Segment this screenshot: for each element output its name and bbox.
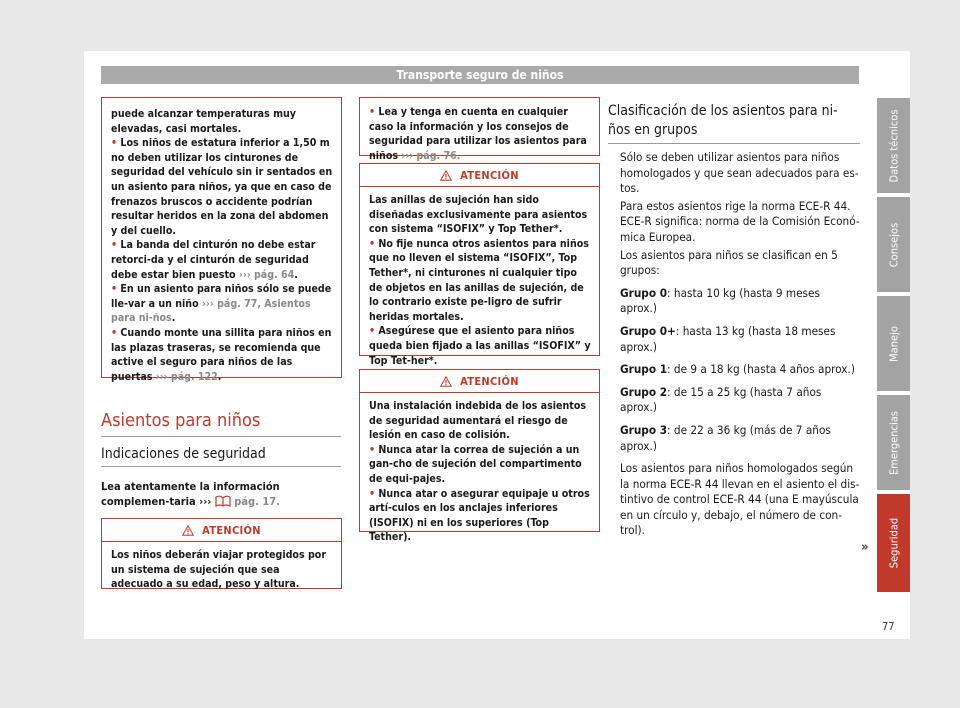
right-p3: Los asientos para niños se clasifican en 5 grupos:	[620, 247, 838, 278]
right-p1: Sólo se deben utilizar asientos para niños homologados y que sean adecuados para es-tos.	[620, 150, 859, 196]
right-body	[620, 150, 860, 541]
warning-1-text: Los niños deberán viajar protegidos por un sistema de sujeción que sea adecuado a su edad, peso y altura.	[111, 549, 327, 591]
left-bullet-1: • Los niños de estatura inferior a 1,50 m no deben utilizar los cinturones de seguridad del vehículo sin ir sentados en un asiento para niños, ya que en caso de frenazos bruscos o accidente podrían resultar heridos en la zona del abdomen y del cuello.	[111, 137, 333, 237]
section-title: Asientos para niños	[101, 410, 261, 431]
intro-text: Lea atentamente la información complemen-taria ››› pág. 17.	[101, 480, 280, 508]
right-heading-divider	[608, 143, 860, 144]
warning-icon	[440, 376, 452, 387]
warning-label: ATENCIÓN	[202, 523, 261, 537]
intro-page-ref[interactable]: pág. 17.	[234, 495, 280, 508]
middle-bullet: • Lea y tenga en cuenta en cualquier caso la información y los consejos de seguridad para utilizar los asientos para niños ››› pág. 76.	[369, 106, 587, 162]
section-subtitle: Indicaciones de seguridad	[101, 446, 266, 462]
warning-icon	[182, 525, 194, 536]
warning-2-bullet-2: • Asegúrese que el asiento para niños queda bien fijado a las anillas “ISOFIX” y Top Tet-her*.	[369, 325, 591, 367]
warning-box-3	[359, 369, 600, 544]
subtitle-divider	[101, 466, 341, 467]
left-warning-continuation	[101, 97, 342, 383]
page-header: Transporte seguro de niños	[101, 66, 859, 84]
warning-2-bullet-1: • No fije nunca otros asientos para niños que no lleven el sistema “ISOFIX”, Top Tether*, ni cinturones ni cualquier tipo de objetos en las anillas de sujeción, de lo contrario existe pe-ligro de sufrir heridas mortales.	[369, 237, 589, 323]
group-item: Grupo 0: hasta 10 kg (hasta 9 meses aprox.)	[620, 285, 820, 316]
warning-box-2	[359, 163, 600, 367]
right-heading: Clasificación de los asientos para ni-ños en grupos	[608, 103, 838, 138]
tab-manejo[interactable]: Manejo	[877, 296, 910, 391]
warning-3-bullet-1: • Nunca atar la correa de sujeción a un gan-cho de sujeción del compartimento de equi-pajes.	[369, 443, 582, 485]
continue-mark: »	[861, 540, 869, 555]
page-ref-link[interactable]: ››› pág. 122	[155, 370, 218, 383]
group-item: Grupo 3: de 22 a 36 kg (más de 7 años aprox.)	[620, 422, 831, 453]
warning-3-p1: Una instalación indebida de los asientos de seguridad aumentará el riesgo de lesión en caso de colisión.	[369, 400, 587, 442]
left-p1: puede alcanzar temperaturas muy elevadas, casi mortales.	[111, 108, 297, 135]
warning-box-1	[101, 518, 342, 589]
tab-datos-tecnicos[interactable]: Datos técnicos	[877, 98, 910, 193]
page-number: 77	[882, 620, 895, 633]
warning-label: ATENCIÓN	[460, 168, 519, 182]
warning-2-p1: Las anillas de sujeción han sido diseñadas exclusivamente para asientos con sistema “ISOFIX” y Top Tether*.	[369, 194, 588, 236]
page-ref-link[interactable]: ››› pág. 77, Asientos para ni-ños	[111, 297, 311, 325]
page-ref-link[interactable]: ››› pág. 76.	[401, 149, 461, 162]
tab-consejos[interactable]: Consejos	[877, 197, 910, 292]
book-icon	[215, 495, 231, 507]
tab-seguridad[interactable]: Seguridad	[877, 494, 910, 592]
page-ref-link[interactable]: ››› pág. 64	[238, 268, 295, 281]
right-p2: Para estos asientos rige la norma ECE-R 44. ECE-R significa: norma de la Comisión Econó-mica Europea.	[620, 198, 860, 244]
warning-3-bullet-2: • Nunca atar o asegurar equipaje u otros artí-culos en los anclajes inferiores (ISOFIX) ni en los superiores (Top Tether).	[369, 487, 590, 544]
group-item: Grupo 0+: hasta 13 kg (hasta 18 meses aprox.)	[620, 323, 836, 354]
warning-icon	[440, 170, 452, 181]
middle-continuation-box	[359, 97, 600, 162]
left-bullet-3: • En un asiento para niños sólo se puede lle-var a un niño ››› pág. 77, Asientos para ni-ños.	[111, 283, 332, 325]
group-item: Grupo 2: de 15 a 25 kg (hasta 7 años aprox.)	[620, 384, 822, 415]
group-item: Grupo 1: de 9 a 18 kg (hasta 4 años aprox.)	[620, 362, 855, 377]
left-bullet-2: • La banda del cinturón no debe estar retorci-da y el cinturón de seguridad debe estar bien puesto ››› pág. 64.	[111, 239, 316, 281]
right-p4: Los asientos para niños homologados según la norma ECE-R 44 llevan en el asiento el dis-tintivo de control ECE-R 44 (una E mayúscula en un círculo y, debajo, el número de con-trol).	[620, 461, 860, 538]
warning-label: ATENCIÓN	[460, 374, 519, 388]
section-divider	[101, 436, 341, 437]
left-bullet-4: • Cuando monte una sillita para niños en las plazas traseras, se recomienda que active el seguro para niños de las puertas ››› pág. 122.	[111, 326, 332, 383]
tab-emergencias[interactable]: Emergencias	[877, 395, 910, 490]
